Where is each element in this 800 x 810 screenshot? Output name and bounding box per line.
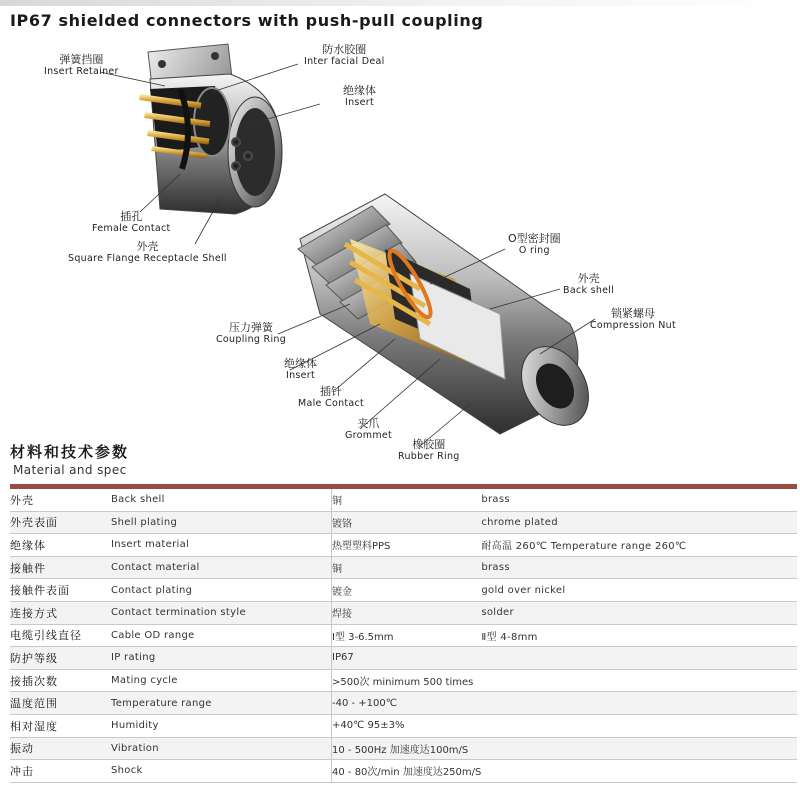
row-label-cn: 相对湿度 [10,714,111,737]
label-rubber-ring: 橡胶圈 Rubber Ring [398,438,460,462]
row-label-en: Shell plating [111,511,332,534]
table-row [10,511,797,534]
row-material: IP67 [332,647,482,670]
row-label-cn: 电缆引线直径 [10,624,111,647]
label-coupling-ring: 压力弹簧 Coupling Ring [216,321,287,345]
top-band [0,0,800,6]
row-value: chrome plated [481,511,797,534]
row-label-cn: 接触件表面 [10,579,111,602]
row-label-en: Contact material [111,556,332,579]
row-label-en: Contact plating [111,579,332,602]
row-label-cn: 接插次数 [10,669,111,692]
row-material: 焊接 [332,601,482,624]
table-row [10,624,797,647]
table-row [10,669,797,692]
spec-table [10,484,797,783]
row-label-cn: 外壳 [10,489,111,511]
row-material: 铜 [332,556,482,579]
row-label-en: Humidity [111,714,332,737]
row-material: 镀金 [332,579,482,602]
row-value: brass [481,556,797,579]
row-value: solder [481,601,797,624]
row-material: -40 - +100℃ [332,692,482,715]
row-value [481,669,797,692]
row-label-en: Vibration [111,737,332,760]
row-value [481,760,797,783]
row-material: 10 - 500Hz 加速度达100m/S [332,737,482,760]
section-title-en: Material and spec [13,463,127,477]
table-row [10,489,797,511]
row-label-en: Cable OD range [111,624,332,647]
row-material: +40℃ 95±3% [332,714,482,737]
label-compression-nut: 锁紧螺母 Compression Nut [590,307,677,331]
label-grommet: 夹爪 Grommet [345,417,393,441]
row-material: 40 - 80次/min 加速度达250m/S [332,760,482,783]
row-value [481,692,797,715]
row-label-cn: 温度范围 [10,692,111,715]
row-label-cn: 防护等级 [10,647,111,670]
row-material: Ⅰ型 3-6.5mm [332,624,482,647]
connector-illustration [0,34,800,474]
label-male-contact: 插针 Male Contact [298,385,365,409]
table-row [10,601,797,624]
row-label-cn: 冲击 [10,760,111,783]
row-value [481,714,797,737]
label-female-contact: 插孔 Female Contact [92,210,171,234]
label-insert-retainer: 弹簧挡圈 Insert Retainer [44,53,119,77]
row-label-cn: 连接方式 [10,601,111,624]
table-row [10,647,797,670]
row-value [481,647,797,670]
row-label-en: Mating cycle [111,669,332,692]
row-value: 耐高温 260℃ Temperature range 260℃ [481,534,797,557]
row-label-cn: 外壳表面 [10,511,111,534]
row-value: Ⅱ型 4-8mm [481,624,797,647]
label-plug-insert: 绝缘体 Insert [284,357,317,381]
label-square-flange-shell: 外壳 Square Flange Receptacle Shell [68,240,227,264]
table-row [10,534,797,557]
table-row [10,737,797,760]
row-value: brass [481,489,797,511]
section-title-cn: 材料和技术参数 [10,443,130,461]
row-label-cn: 绝缘体 [10,534,111,557]
row-label-en: Contact termination style [111,601,332,624]
table-row [10,579,797,602]
row-value: gold over nickel [481,579,797,602]
row-material: 热塑塑料PPS [332,534,482,557]
table-row [10,760,797,783]
row-label-en: Temperature range [111,692,332,715]
row-material: 镀铬 [332,511,482,534]
row-label-en: Shock [111,760,332,783]
label-back-shell: 外壳 Back shell [563,272,615,296]
label-inter-facial-deal: 防水胶圈 Inter facial Deal [304,43,385,67]
row-label-cn: 振动 [10,737,111,760]
label-receptacle-insert: 绝缘体 Insert [343,84,376,108]
row-label-en: Insert material [111,534,332,557]
receptacle-connector [139,44,282,214]
page-title: IP67 shielded connectors with push-pull coupling [10,11,484,30]
table-row [10,692,797,715]
row-label-en: Back shell [111,489,332,511]
table-row [10,556,797,579]
row-material: >500次 minimum 500 times [332,669,482,692]
row-label-en: IP rating [111,647,332,670]
table-row [10,714,797,737]
row-label-cn: 接触件 [10,556,111,579]
row-material: 铜 [332,489,482,511]
label-o-ring: O型密封圈 O ring [508,232,561,256]
row-value [481,737,797,760]
